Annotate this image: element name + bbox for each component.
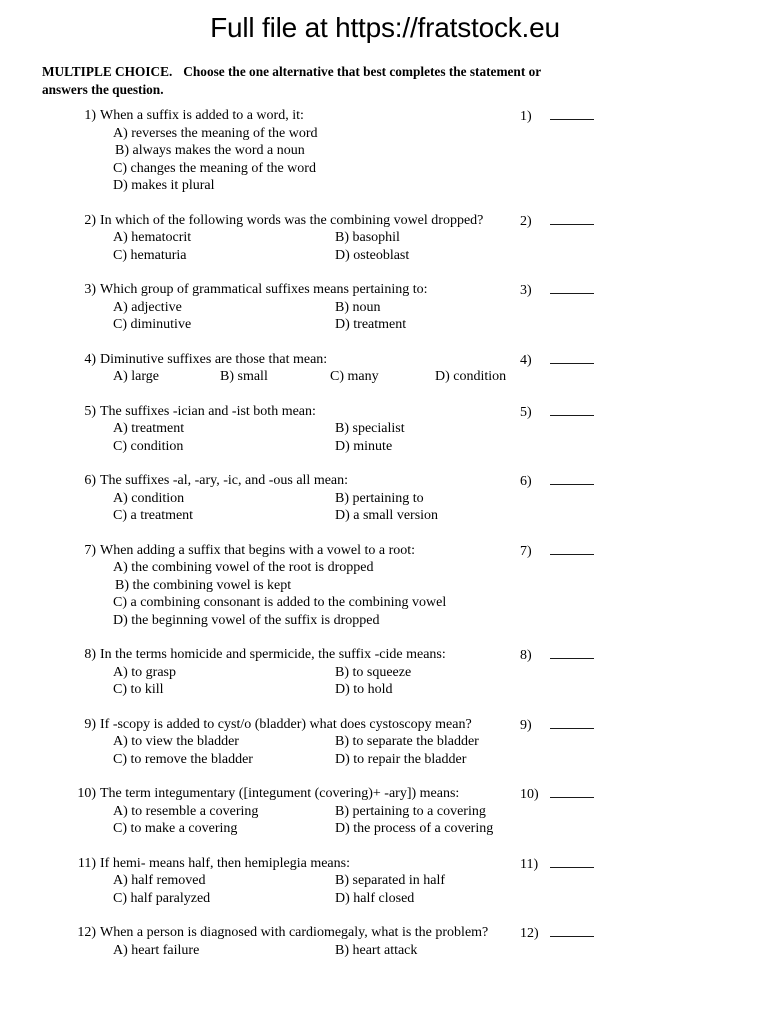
option-choice[interactable]: B) to separate the bladder: [335, 734, 479, 749]
option-choice[interactable]: D) to repair the bladder: [335, 751, 467, 767]
answer-number: 10): [520, 787, 539, 802]
option-choice[interactable]: D) half closed: [335, 890, 415, 906]
answer-blank-line[interactable]: [550, 472, 594, 485]
question-text: The term integumentary ([integument (covering)+ -ary]) means:: [100, 786, 460, 801]
option-list: [42, 125, 728, 195]
answer-number: 8): [520, 648, 532, 663]
option-row: [42, 733, 728, 751]
option-choice[interactable]: D) osteoblast: [335, 247, 410, 263]
question-text: In which of the following words was the combining vowel dropped?: [100, 212, 484, 228]
option-choice[interactable]: B) always makes the word a noun: [115, 143, 305, 158]
question-number: 7): [84, 542, 96, 558]
answer-blank-line[interactable]: [550, 785, 594, 798]
answer-number: 2): [520, 213, 532, 229]
question-stem-row: [42, 716, 728, 734]
option-choice[interactable]: B) separated in half: [335, 873, 446, 888]
question-number: 8): [84, 647, 96, 662]
option-row: [42, 872, 728, 890]
option-choice[interactable]: C) hematuria: [113, 247, 187, 263]
question-text: Which group of grammatical suffixes means pertaining to:: [100, 282, 428, 297]
answer-number: 4): [520, 352, 532, 368]
question-block: [42, 924, 728, 959]
option-choice[interactable]: D) minute: [335, 438, 393, 454]
option-choice[interactable]: A) adjective: [113, 299, 182, 315]
option-choice[interactable]: D) to hold: [335, 682, 393, 697]
option-choice[interactable]: B) specialist: [335, 421, 405, 436]
answer-blank-line[interactable]: [550, 924, 594, 937]
option-row: [42, 438, 728, 456]
question-stem-row: [42, 542, 728, 560]
question-block: [42, 403, 728, 456]
exam-sheet: [42, 63, 728, 976]
option-list: [42, 420, 728, 455]
option-choice[interactable]: B) the combining vowel is kept: [115, 577, 292, 593]
question-stem-row: [42, 472, 728, 490]
option-row: [42, 594, 728, 612]
option-choice[interactable]: A) heart failure: [113, 942, 200, 958]
question-stem-row: [42, 212, 728, 230]
option-list: [42, 299, 728, 334]
answer-blank-group: [520, 542, 594, 561]
question-block: [42, 646, 728, 699]
answer-blank-group: [520, 351, 594, 370]
option-choice[interactable]: B) pertaining to: [335, 490, 424, 506]
answer-blank-line[interactable]: [550, 212, 594, 225]
option-choice[interactable]: A) half removed: [113, 873, 206, 888]
option-row: [42, 368, 728, 386]
questions-list: [42, 107, 728, 959]
option-row: [42, 559, 728, 577]
question-block: [42, 716, 728, 769]
answer-blank-line[interactable]: [550, 716, 594, 729]
option-row: [42, 681, 728, 699]
question-text: When adding a suffix that begins with a vowel to a root:: [100, 542, 416, 558]
question-number: 12): [77, 925, 96, 940]
option-row: [42, 942, 728, 960]
question-stem-row: [42, 281, 728, 299]
option-choice[interactable]: B) noun: [335, 299, 381, 315]
question-number: 4): [84, 351, 96, 367]
option-choice[interactable]: A) condition: [113, 490, 185, 506]
option-choice[interactable]: C) condition: [113, 438, 184, 454]
option-list: [42, 490, 728, 525]
question-text: When a person is diagnosed with cardiomegaly, what is the problem?: [100, 925, 489, 940]
question-block: [42, 107, 728, 195]
question-text: Diminutive suffixes are those that mean:: [100, 351, 328, 367]
answer-blank-line[interactable]: [550, 281, 594, 294]
option-list: [42, 664, 728, 699]
question-number: 10): [77, 786, 96, 801]
answer-number: 5): [520, 404, 532, 420]
option-row: [42, 142, 728, 160]
answer-blank-group: [520, 646, 594, 665]
question-stem-row: [42, 785, 728, 803]
instructions-paragraph: [42, 63, 558, 98]
option-row: [42, 507, 728, 525]
question-text: If -scopy is added to cyst/o (bladder) what does cystoscopy mean?: [100, 716, 472, 732]
option-row: [42, 229, 728, 247]
option-choice[interactable]: D) treatment: [335, 317, 407, 332]
option-list: [42, 872, 728, 907]
question-number: 1): [84, 108, 96, 123]
option-row: [42, 299, 728, 317]
option-choice[interactable]: A) hematocrit: [113, 230, 192, 245]
option-choice[interactable]: D) condition: [435, 369, 507, 384]
option-row: [42, 247, 728, 265]
question-block: [42, 785, 728, 838]
answer-blank-group: [520, 107, 594, 126]
answer-blank-group: [520, 403, 594, 422]
question-block: [42, 212, 728, 265]
option-list: [42, 942, 728, 960]
question-stem-row: [42, 403, 728, 421]
option-choice[interactable]: B) pertaining to a covering: [335, 803, 486, 819]
option-choice[interactable]: A) large: [113, 369, 159, 384]
question-text: In the terms homicide and spermicide, the suffix -cide means:: [100, 647, 446, 662]
question-text: The suffixes -al, -ary, -ic, and -ous all mean:: [100, 473, 349, 488]
question-block: [42, 351, 728, 386]
option-choice[interactable]: C) diminutive: [113, 317, 192, 332]
option-list: [42, 803, 728, 838]
question-text: The suffixes -ician and -ist both mean:: [100, 403, 316, 419]
option-row: [42, 820, 728, 838]
option-row: [42, 177, 728, 195]
option-choice[interactable]: B) heart attack: [335, 942, 418, 958]
question-number: 3): [84, 282, 96, 297]
question-block: [42, 542, 728, 630]
option-choice[interactable]: D) the process of a covering: [335, 821, 494, 836]
option-choice[interactable]: B) to squeeze: [335, 664, 412, 680]
option-row: [42, 577, 728, 595]
question-number: 11): [77, 855, 96, 871]
option-list: [42, 559, 728, 629]
question-stem-row: [42, 646, 728, 664]
option-choice[interactable]: B) small: [220, 369, 268, 384]
answer-number: 9): [520, 717, 532, 733]
answer-number: 3): [520, 283, 532, 298]
option-row: [42, 612, 728, 630]
option-choice[interactable]: C) a treatment: [113, 508, 194, 523]
option-choice[interactable]: C) many: [330, 369, 379, 384]
question-block: [42, 281, 728, 334]
option-row: [42, 803, 728, 821]
answer-number: 12): [520, 926, 539, 941]
option-choice[interactable]: C) to remove the bladder: [113, 751, 253, 767]
page-banner-text: Full file at https://fratstock.eu: [210, 12, 560, 43]
option-list: [42, 229, 728, 264]
option-choice[interactable]: A) treatment: [113, 421, 185, 436]
option-choice[interactable]: C) to kill: [113, 682, 164, 697]
option-choice[interactable]: A) the combining vowel of the root is dropped: [113, 560, 374, 575]
option-row: [42, 420, 728, 438]
answer-blank-line[interactable]: [550, 351, 594, 364]
option-choice[interactable]: D) a small version: [335, 508, 439, 523]
option-choice[interactable]: C) a combining consonant is added to the combining vowel: [113, 595, 447, 610]
option-choice[interactable]: A) to grasp: [113, 664, 176, 680]
option-row: [42, 664, 728, 682]
question-text: When a suffix is added to a word, it:: [100, 108, 304, 123]
option-choice[interactable]: D) the beginning vowel of the suffix is dropped: [113, 612, 380, 628]
answer-number: 6): [520, 474, 532, 489]
answer-blank-group: [520, 716, 594, 735]
answer-blank-group: [520, 855, 594, 874]
question-stem-row: [42, 351, 728, 369]
question-block: [42, 855, 728, 908]
option-choice[interactable]: C) changes the meaning of the word: [113, 160, 316, 176]
question-block: [42, 472, 728, 525]
question-number: 5): [84, 403, 96, 419]
instructions-text: Choose the one alternative that best completes the statement or answers the question.: [42, 64, 541, 97]
option-row: [42, 490, 728, 508]
option-row: [42, 316, 728, 334]
question-stem-row: [42, 855, 728, 873]
question-number: 6): [84, 473, 96, 488]
option-choice[interactable]: C) to make a covering: [113, 821, 238, 836]
answer-blank-line[interactable]: [550, 646, 594, 659]
question-stem-row: [42, 107, 728, 125]
answer-blank-line[interactable]: [550, 855, 594, 868]
option-row: [42, 890, 728, 908]
option-choice[interactable]: C) half paralyzed: [113, 890, 211, 906]
question-number: 2): [84, 212, 96, 228]
option-choice[interactable]: A) to resemble a covering: [113, 803, 259, 819]
option-choice[interactable]: A) to view the bladder: [113, 734, 239, 749]
answer-number: 1): [520, 109, 532, 124]
answer-blank-group: [520, 212, 594, 231]
answer-blank-group: [520, 281, 594, 300]
option-row: [42, 125, 728, 143]
question-stem-row: [42, 924, 728, 942]
answer-number: 7): [520, 543, 532, 559]
option-list: [42, 368, 728, 386]
answer-blank-group: [520, 924, 594, 943]
question-number: 9): [84, 716, 96, 732]
answer-blank-group: [520, 472, 594, 491]
option-row: [42, 751, 728, 769]
option-row: [42, 160, 728, 178]
option-list: [42, 733, 728, 768]
option-choice[interactable]: B) basophil: [335, 230, 400, 245]
option-choice[interactable]: A) reverses the meaning of the word: [113, 125, 318, 141]
answer-blank-line[interactable]: [550, 542, 594, 555]
answer-blank-line[interactable]: [550, 107, 594, 120]
answer-blank-line[interactable]: [550, 403, 594, 416]
answer-number: 11): [520, 856, 539, 872]
answer-blank-group: [520, 785, 594, 804]
instructions-label: MULTIPLE CHOICE.: [42, 64, 173, 79]
option-choice[interactable]: D) makes it plural: [113, 178, 215, 193]
question-text: If hemi- means half, then hemiplegia means:: [100, 855, 350, 871]
